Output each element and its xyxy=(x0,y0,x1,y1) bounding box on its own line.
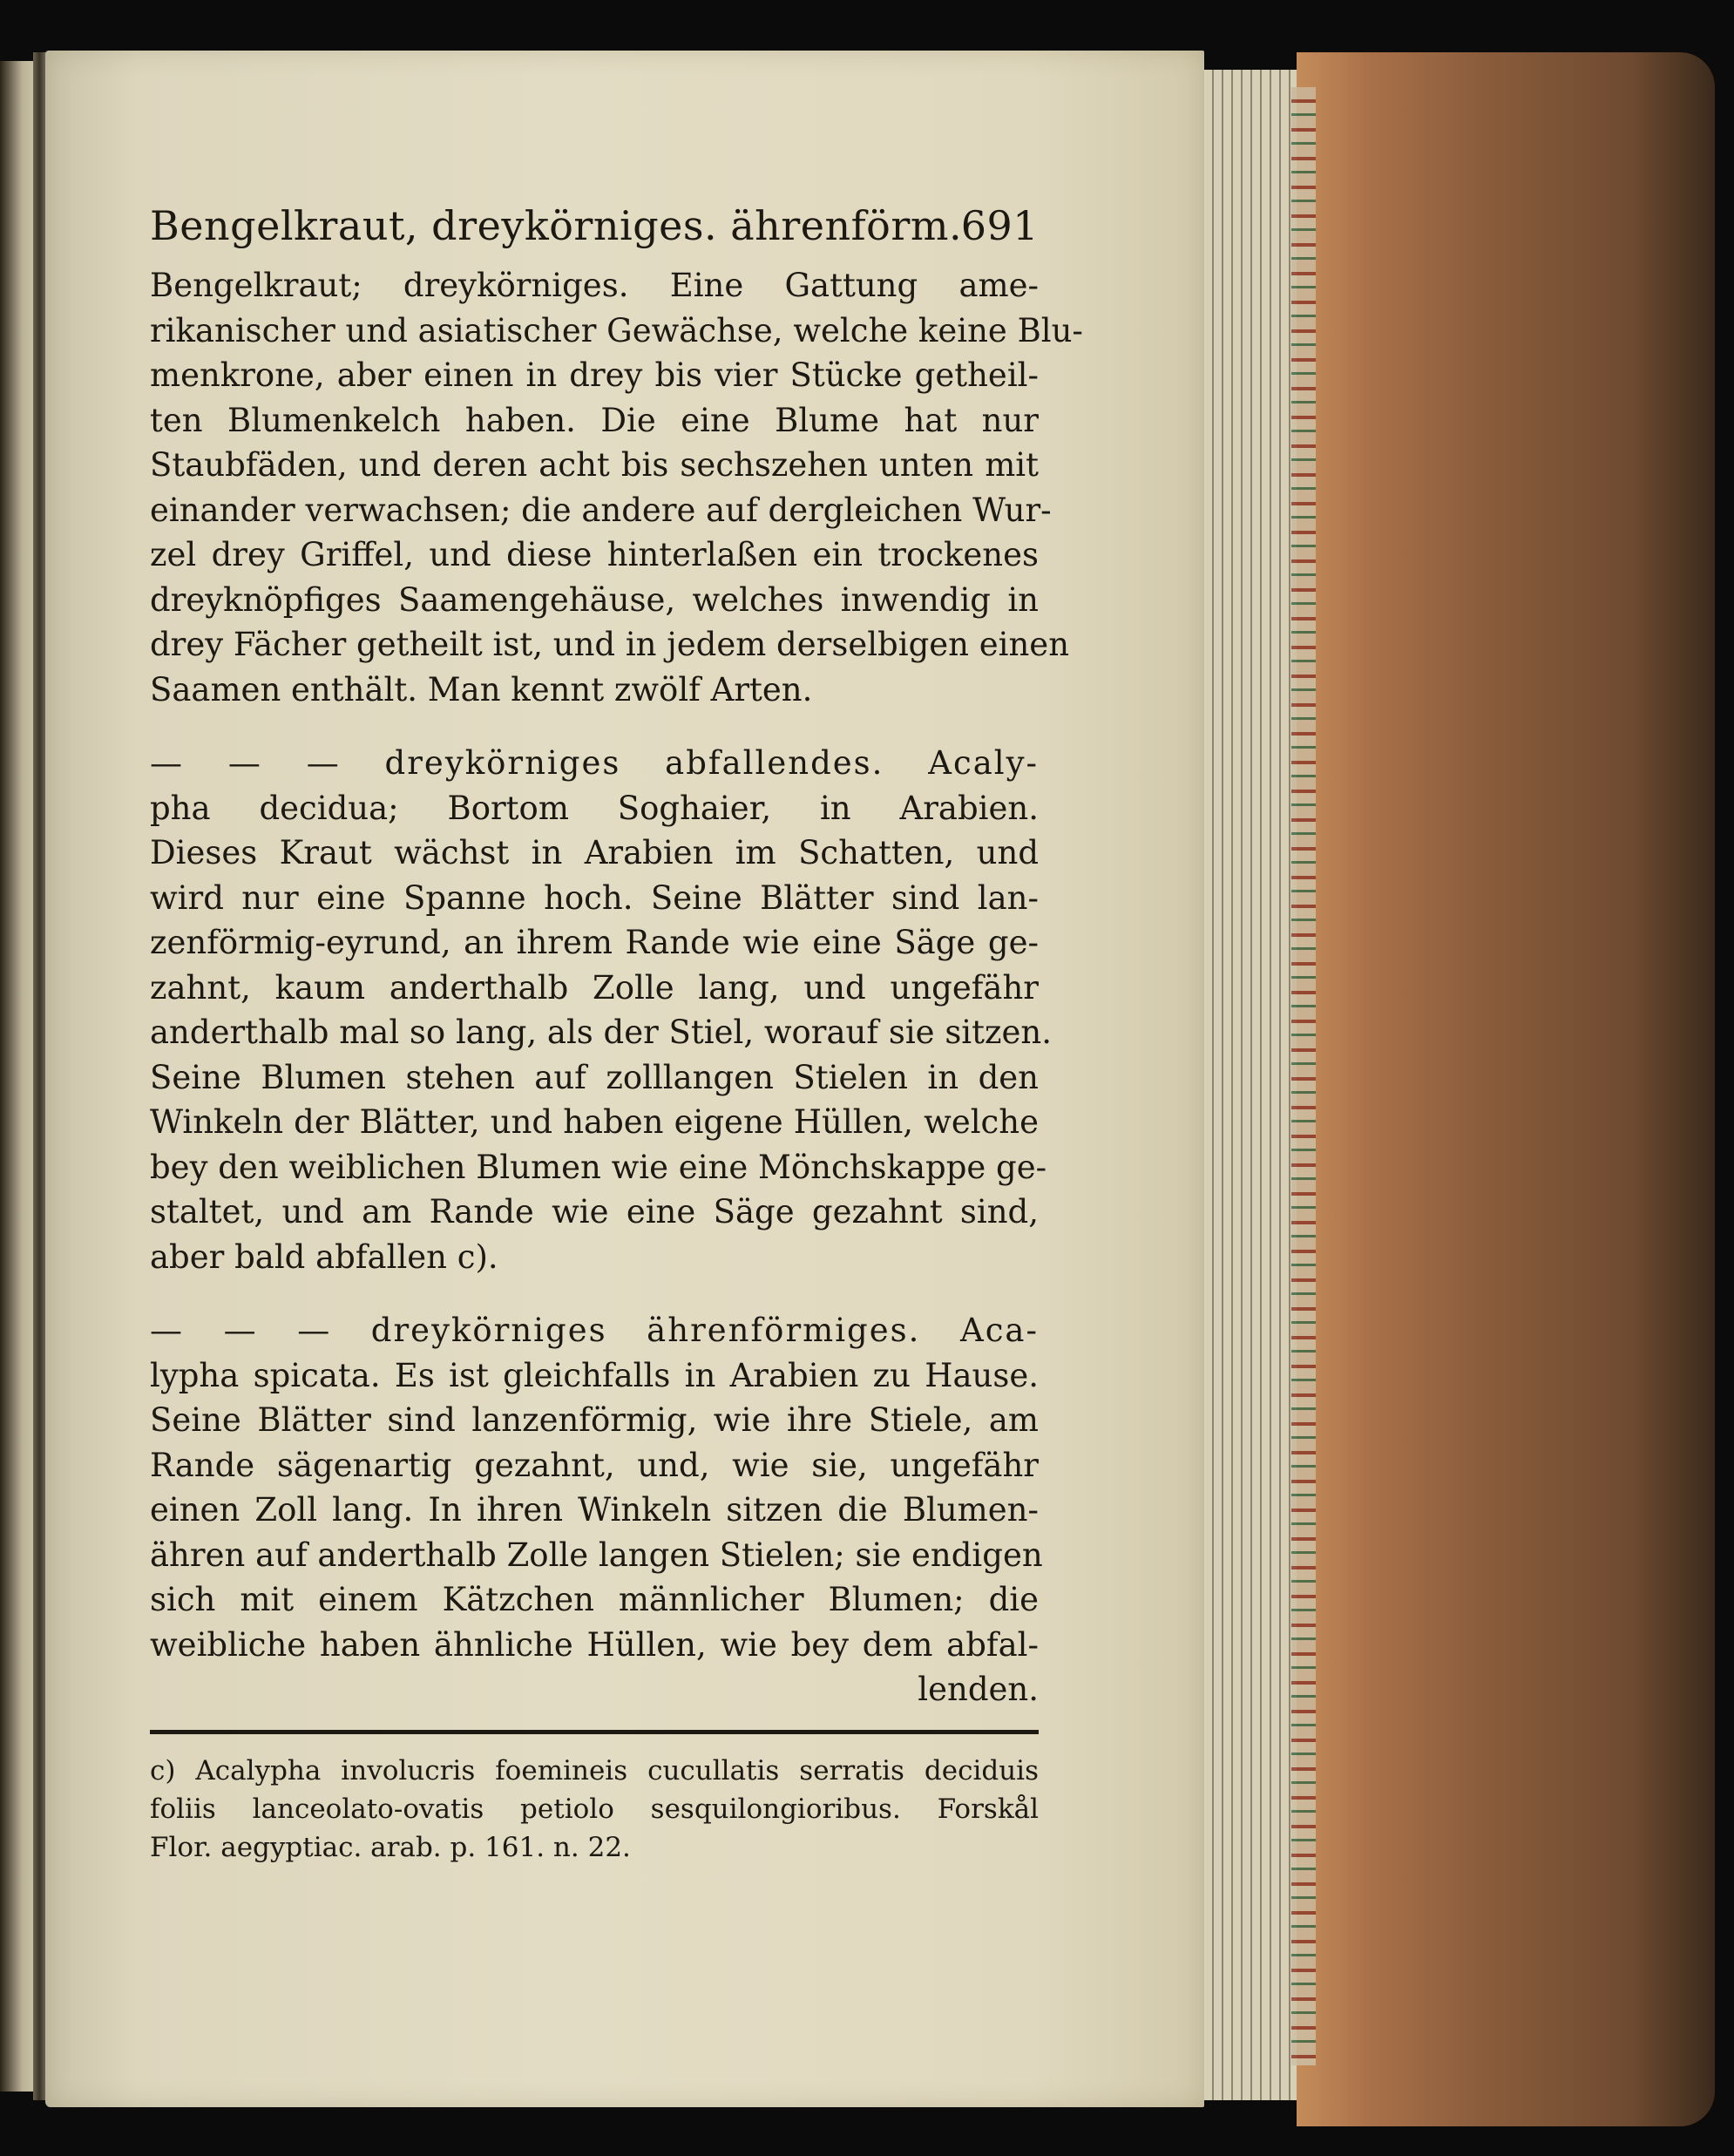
text-line: Dieses Kraut wächst in Arabien im Schatten, und xyxy=(150,834,1039,871)
text-line: pha decidua; Bortom Soghaier, in Arabien. xyxy=(150,789,1039,827)
text-line: einen Zoll lang. In ihren Winkeln sitzen die Blumen- xyxy=(150,1491,1039,1529)
text-line: zenförmig-eyrund, an ihrem Rande wie eine Säge ge- xyxy=(150,924,1039,961)
footnote-rule xyxy=(150,1730,1039,1734)
book-cover xyxy=(1297,52,1715,2126)
text-line: sich mit einem Kätzchen männlicher Blumen; die xyxy=(150,1581,1039,1618)
entry-heading-line: — — — dreykörniges ährenförmiges. Aca- xyxy=(150,1312,1039,1349)
footnote-line: foliis lanceolato-ovatis petiolo sesquilongioribus. Forskål xyxy=(150,1793,1039,1825)
page-text xyxy=(150,202,1083,1867)
text-line: weibliche haben ähnliche Hüllen, wie bey dem abfal- xyxy=(150,1625,1039,1664)
page-number: 691 xyxy=(960,202,1039,249)
paragraph-gap xyxy=(150,712,1039,741)
text-line: dreyknöpfiges Saamengehäuse, welches inwendig in xyxy=(150,580,1039,619)
text-line: lypha spicata. Es ist gleichfalls in Arabien zu Hause. xyxy=(150,1356,1039,1394)
previous-page-edge xyxy=(0,61,37,2092)
text-line: ten Blumenkelch haben. Die eine Blume hat nur xyxy=(150,401,1039,439)
text-line: staltet, und am Rande wie eine Säge gezahnt sind, xyxy=(150,1193,1039,1231)
paragraph-1 xyxy=(150,263,1083,712)
text-line: Staubfäden, und deren acht bis sechszehen unten mit xyxy=(150,446,1039,484)
catchword-line: lenden. xyxy=(918,1671,1039,1708)
text-line: bey den weiblichen Blumen wie eine Mönchskappe ge- xyxy=(150,1148,1047,1186)
text-line: zel drey Griffel, und diese hinterlaßen ein trockenes xyxy=(150,536,1039,573)
text-line: rikanischer und asiatischer Gewächse, welche keine Blu- xyxy=(150,311,1083,349)
text-line: drey Fächer getheilt ist, und in jedem derselbigen einen xyxy=(150,626,1070,663)
footnote-line: c) Acalypha involucris foemineis cucullatis serratis deciduis xyxy=(150,1754,1039,1786)
text-line: Rande sägenartig gezahnt, und, wie sie, ungefähr xyxy=(150,1446,1039,1484)
paragraph-3 xyxy=(150,1308,1043,1712)
text-line: aber bald abfallen c). xyxy=(150,1237,498,1276)
text-line: ähren auf anderthalb Zolle langen Stielen; sie endigen xyxy=(150,1536,1043,1574)
text-line: einander verwachsen; die andere auf dergleichen Wur- xyxy=(150,491,1052,529)
text-line: zahnt, kaum anderthalb Zolle lang, und ungefähr xyxy=(150,968,1039,1007)
text-line: wird nur eine Spanne hoch. Seine Blätter sind lan- xyxy=(150,878,1039,917)
text-line: Seine Blumen stehen auf zolllangen Stielen in den xyxy=(150,1058,1039,1096)
running-title: Bengelkraut, dreykörniges. ährenförm. xyxy=(150,202,963,249)
footnote-line: Flor. aegyptiac. arab. p. 161. n. 22. xyxy=(150,1831,631,1863)
text-line: Winkeln der Blätter, und haben eigene Hüllen, welche xyxy=(150,1103,1039,1141)
page-edges xyxy=(1204,70,1300,2100)
text-line: Seine Blätter sind lanzenförmig, wie ihre Stiele, am xyxy=(150,1401,1039,1439)
footnote xyxy=(150,1752,1039,1867)
text-line: Saamen enthält. Man kennt zwölf Arten. xyxy=(150,670,813,708)
text-line: menkrone, aber einen in drey bis vier Stücke getheil- xyxy=(150,356,1039,394)
page-header xyxy=(150,202,1039,263)
text-line: Bengelkraut; dreykörniges. Eine Gattung ame- xyxy=(150,267,1039,304)
paragraph-2 xyxy=(150,741,1052,1279)
paragraph-gap xyxy=(150,1279,1039,1308)
marbled-edge xyxy=(1291,87,1316,2065)
entry-heading-line: — — — dreykörniges abfallendes. Acaly- xyxy=(150,744,1039,782)
text-line: anderthalb mal so lang, als der Stiel, worauf sie sitzen. xyxy=(150,1014,1052,1051)
